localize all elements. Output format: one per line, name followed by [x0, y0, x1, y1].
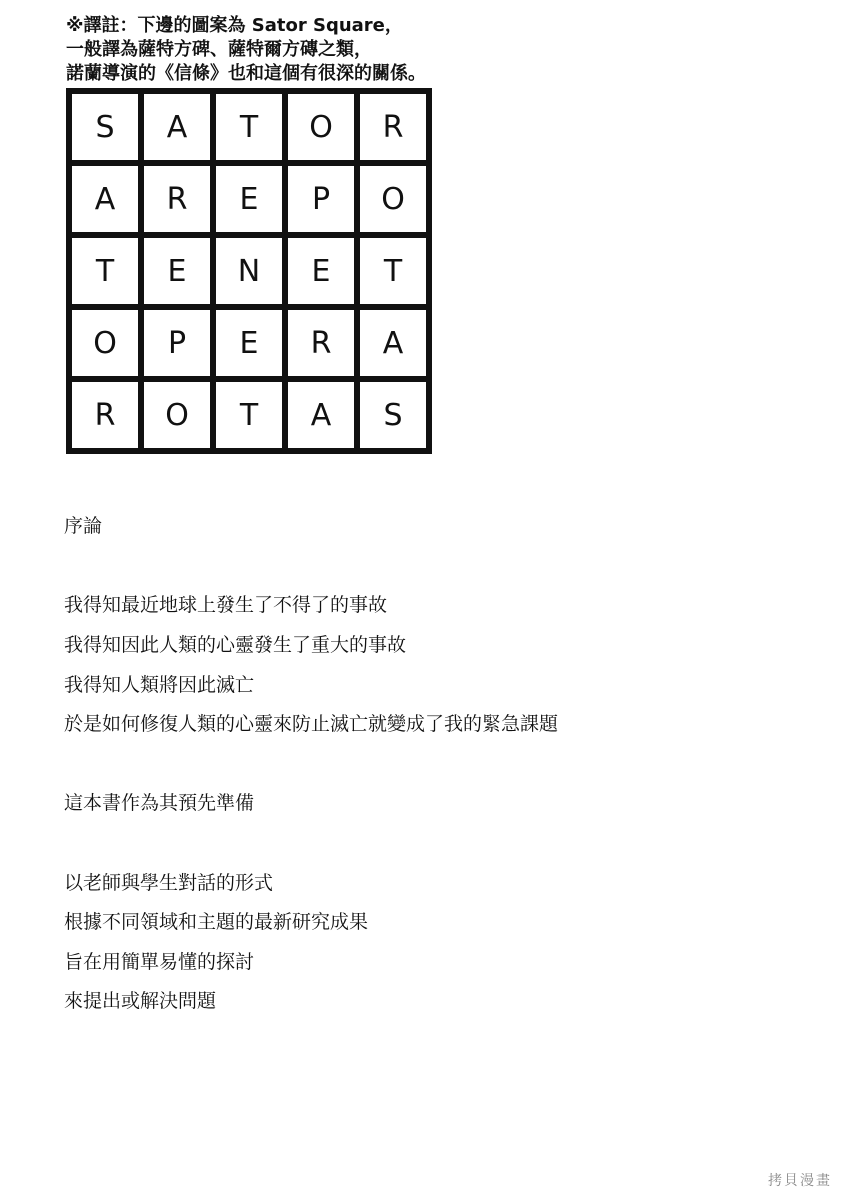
square-cell: T [216, 382, 282, 448]
square-cell: O [288, 94, 354, 160]
square-cell: O [144, 382, 210, 448]
watermark-logo: 拷貝漫畫 [768, 1173, 832, 1189]
text-line: 根據不同領域和主題的最新研究成果 [64, 911, 369, 933]
square-cell: E [216, 166, 282, 232]
square-cell: A [72, 166, 138, 232]
square-cell: S [360, 382, 426, 448]
square-cell: O [360, 166, 426, 232]
square-cell: S [72, 94, 138, 160]
text-line: 這本書作為其預先準備 [64, 792, 255, 814]
square-cell: R [72, 382, 138, 448]
section-heading: 序論 [64, 515, 103, 537]
square-cell: A [144, 94, 210, 160]
square-cell: E [144, 238, 210, 304]
square-cell: R [360, 94, 426, 160]
text-line: 以老師與學生對話的形式 [64, 872, 274, 894]
text-line: 來提出或解決問題 [64, 990, 217, 1012]
square-cell: E [216, 310, 282, 376]
note-line: ※譯註：下邊的圖案為 Sator Square， [66, 15, 403, 36]
square-cell: N [216, 238, 282, 304]
square-cell: O [72, 310, 138, 376]
sator-square [66, 88, 432, 454]
square-cell: T [72, 238, 138, 304]
text-line: 我得知因此人類的心靈發生了重大的事故 [64, 634, 407, 656]
note-line: 一般譯為薩特方碑、薩特爾方磚之類， [66, 39, 372, 60]
text-line: 於是如何修復人類的心靈來防止滅亡就變成了我的緊急課題 [64, 713, 559, 735]
text-line: 我得知人類將因此滅亡 [64, 674, 255, 696]
square-cell: T [216, 94, 282, 160]
square-cell: P [144, 310, 210, 376]
square-cell: P [288, 166, 354, 232]
square-cell: A [360, 310, 426, 376]
text-line: 我得知最近地球上發生了不得了的事故 [64, 594, 388, 616]
square-cell: T [360, 238, 426, 304]
text-line: 旨在用簡單易懂的探討 [64, 951, 255, 973]
square-cell: R [288, 310, 354, 376]
note-line: 諾蘭導演的《信條》也和這個有很深的關係。 [66, 63, 426, 84]
square-cell: E [288, 238, 354, 304]
square-cell: R [144, 166, 210, 232]
square-cell: A [288, 382, 354, 448]
translator-note [66, 14, 426, 86]
